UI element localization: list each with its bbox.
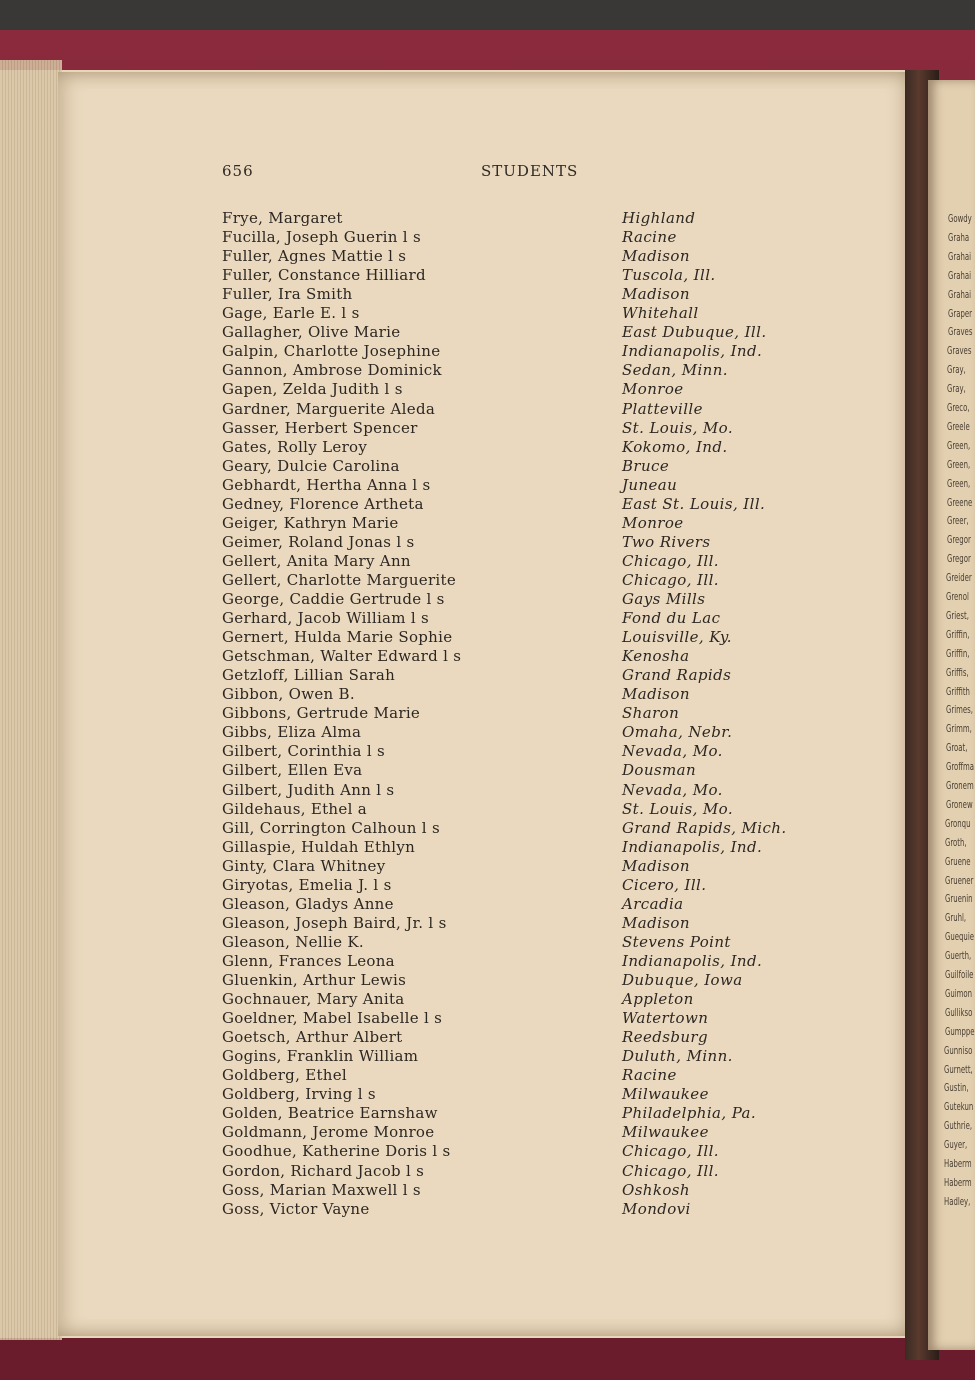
student-name: Gill, Corrington Calhoun l s (222, 818, 440, 837)
facing-page-fragment: Gronqu (945, 816, 971, 830)
student-entry (0, 816, 975, 838)
student-hometown: Sharon (622, 704, 680, 723)
student-entry (0, 1162, 975, 1181)
student-name: Fuller, Constance Hilliard (222, 266, 426, 285)
facing-page-fragment: Guequie (944, 930, 974, 944)
facing-page-fragment: Griffin, (946, 627, 970, 641)
student-name: Geiger, Kathryn Marie (222, 513, 399, 532)
student-hometown: East St. Louis, Ill. (622, 494, 766, 513)
student-hometown: Madison (622, 285, 690, 304)
facing-page-fragment: Greer, (946, 514, 969, 528)
student-entry (0, 1047, 975, 1066)
student-name: Gogins, Franklin William (222, 1047, 419, 1066)
student-entry (0, 1200, 975, 1219)
student-hometown: Milwaukee (622, 1085, 709, 1104)
student-entry (0, 533, 975, 552)
student-hometown: Madison (622, 913, 690, 932)
facing-page-fragment: Grenol (946, 590, 970, 603)
facing-page-fragment: Gruene (945, 854, 971, 868)
student-name: Goeldner, Mabel Isabelle l s (222, 1009, 443, 1028)
student-entry (0, 571, 975, 590)
student-hometown: Chicago, Ill. (622, 570, 719, 589)
student-name: Gannon, Ambrose Dominick (222, 361, 442, 380)
student-entry (0, 514, 975, 533)
facing-page-fragment: Gullikso (944, 1005, 973, 1019)
facing-page-fragment: Griest, (946, 608, 970, 622)
student-entry (0, 704, 975, 723)
student-name: Gilbert, Corinthia l s (222, 742, 385, 761)
student-hometown: Watertown (622, 1009, 709, 1028)
student-name: Goss, Marian Maxwell l s (222, 1180, 421, 1199)
student-entry (0, 895, 975, 914)
student-entry (0, 285, 975, 304)
student-name: Gasser, Herbert Spencer (222, 418, 418, 437)
student-hometown: Tuscola, Ill. (622, 266, 716, 285)
student-entry (0, 1123, 975, 1142)
student-name: Geary, Dulcie Carolina (222, 456, 400, 475)
student-hometown: St. Louis, Mo. (622, 799, 734, 818)
student-entry (0, 400, 975, 419)
student-entry (0, 380, 975, 399)
student-name: Goetsch, Arthur Albert (222, 1028, 403, 1047)
student-name: Gibbons, Gertrude Marie (222, 704, 421, 723)
student-entry (0, 666, 975, 685)
student-name: Gage, Earle E. l s (222, 304, 360, 323)
student-name: Gerhard, Jacob William l s (222, 609, 430, 628)
student-hometown: Chicago, Ill. (622, 551, 719, 570)
student-hometown: Madison (622, 247, 690, 266)
student-hometown: Racine (622, 1066, 677, 1085)
student-entry (0, 247, 975, 266)
student-name: Gilbert, Judith Ann l s (222, 780, 395, 799)
student-name: Giryotas, Emelia J. l s (222, 875, 392, 894)
student-hometown: Appleton (622, 990, 694, 1009)
facing-page-fragment: Gregor (946, 552, 971, 566)
facing-page-fragment: Gruhl, (945, 911, 967, 925)
facing-page-fragment: Grimm, (945, 722, 972, 736)
student-name: Gernert, Hulda Marie Sophie (222, 628, 453, 647)
student-entry (0, 476, 975, 495)
student-hometown: Madison (622, 685, 690, 704)
facing-page-fragment: Gray, (947, 363, 967, 377)
facing-page-fragment: Groat, (945, 741, 968, 755)
student-name: Ginty, Clara Whitney (222, 856, 386, 875)
student-name: Geimer, Roland Jonas l s (222, 532, 415, 551)
facing-page-fragment: Guilfoile (944, 968, 974, 981)
student-hometown: East Dubuque, Ill. (622, 323, 767, 342)
student-entry (0, 552, 975, 571)
student-entry (0, 1181, 975, 1200)
student-hometown: Monroe (622, 513, 684, 532)
facing-page-fragment: Gronew (945, 797, 973, 811)
student-name: Gedney, Florence Artheta (222, 494, 424, 513)
facing-page-fragment: Hadley, (943, 1194, 971, 1208)
student-hometown: Grand Rapids, Mich. (622, 818, 787, 837)
facing-page-fragment: Gruener (945, 873, 974, 887)
student-hometown: Dubuque, Iowa (622, 971, 743, 989)
facing-page-fragment: Gustin, (944, 1081, 969, 1095)
student-name: Fuller, Agnes Mattie l s (222, 247, 407, 266)
student-hometown: Racine (622, 228, 677, 247)
facing-page-fragment: Gronem (945, 779, 974, 792)
student-hometown: Whitehall (622, 304, 699, 323)
student-name: Getschman, Walter Edward l s (222, 647, 462, 666)
student-entry (0, 781, 975, 800)
student-name: Gillaspie, Huldah Ethlyn (222, 837, 416, 856)
student-name: Fuller, Ira Smith (222, 285, 353, 304)
student-hometown: Sedan, Minn. (622, 361, 728, 380)
facing-page-fragment: Gowdy (948, 212, 972, 225)
student-entry (0, 854, 975, 876)
student-entry (0, 933, 975, 952)
student-name: Gapen, Zelda Judith l s (222, 380, 403, 399)
facing-page-fragment: Guimon (944, 986, 972, 1000)
facing-page-fragment: Groffma (945, 760, 974, 774)
facing-page-fragment: Griffis, (946, 665, 969, 679)
student-entry (0, 590, 975, 609)
student-name: Goldberg, Irving l s (222, 1085, 376, 1104)
student-hometown: Platteville (622, 399, 703, 418)
facing-page-fragment: Gray, (947, 382, 967, 396)
student-hometown: Indianapolis, Ind. (622, 951, 763, 970)
page-header (0, 162, 975, 184)
student-entry (0, 228, 975, 247)
student-hometown: Kenosha (622, 647, 690, 666)
student-hometown: Highland (622, 209, 696, 227)
student-entry (0, 628, 975, 647)
student-entry (0, 361, 975, 380)
student-name: Gildehaus, Ethel a (222, 799, 367, 818)
student-name: Glenn, Frances Leona (222, 951, 395, 970)
student-hometown: Reedsburg (622, 1028, 708, 1047)
student-hometown: St. Louis, Mo. (622, 418, 734, 437)
student-entry (0, 952, 975, 971)
facing-page-fragment: Green, (946, 476, 971, 490)
student-hometown: Gays Mills (622, 590, 706, 608)
facing-page-fragment: Graper (947, 306, 972, 320)
student-entry (0, 304, 975, 323)
student-name: Gochnauer, Mary Anita (222, 990, 405, 1009)
student-name: Gibbs, Eliza Alma (222, 723, 362, 742)
student-entry (0, 685, 975, 704)
facing-page-fragment: Gumppe (944, 1024, 975, 1038)
student-name: Gleason, Joseph Baird, Jr. l s (222, 913, 447, 932)
student-entry (0, 1142, 975, 1161)
student-name: Goodhue, Katherine Doris l s (222, 1142, 451, 1161)
student-entry (0, 495, 975, 514)
student-hometown: Nevada, Mo. (622, 780, 723, 799)
student-name: Goss, Victor Vayne (222, 1199, 370, 1218)
student-name: Gellert, Charlotte Marguerite (222, 570, 457, 589)
student-entry (0, 457, 975, 476)
student-hometown: Omaha, Nebr. (622, 723, 733, 742)
student-name: Gallagher, Olive Marie (222, 323, 401, 342)
student-hometown: Kokomo, Ind. (622, 437, 728, 456)
student-hometown: Milwaukee (622, 1123, 709, 1142)
student-entry (0, 873, 975, 895)
student-entry (0, 1104, 975, 1123)
student-name: Gellert, Anita Mary Ann (222, 551, 411, 570)
running-head: STUDENTS (481, 162, 579, 180)
student-hometown: Madison (622, 856, 690, 875)
student-name: Goldberg, Ethel (222, 1066, 348, 1085)
facing-page-fragment: Grahai (947, 287, 971, 301)
student-hometown: Indianapolis, Ind. (622, 342, 763, 361)
student-hometown: Cicero, Ill. (622, 875, 707, 894)
student-entry (0, 1009, 975, 1028)
student-name: George, Caddie Gertrude l s (222, 590, 445, 608)
student-entry (0, 209, 975, 228)
student-name: Gordon, Richard Jacob l s (222, 1161, 425, 1180)
student-hometown: Indianapolis, Ind. (622, 837, 763, 856)
facing-page-fragment: Gruenin (945, 892, 973, 906)
student-name: Golden, Beatrice Earnshaw (222, 1104, 438, 1123)
student-hometown: Philadelphia, Pa. (622, 1104, 757, 1123)
student-name: Gleason, Gladys Anne (222, 894, 394, 913)
facing-page-fragment: Guyer, (944, 1138, 968, 1152)
student-name: Fucilla, Joseph Guerin l s (222, 228, 421, 247)
student-name: Gardner, Marguerite Aleda (222, 399, 436, 418)
facing-page-fragment: Green, (946, 457, 971, 471)
student-entry (0, 323, 975, 342)
facing-page-fragment: Gurnett, (944, 1062, 974, 1076)
student-entry (0, 438, 975, 457)
facing-page-fragment: Gregor (946, 533, 971, 547)
facing-page-fragment: Grahai (947, 249, 971, 263)
facing-page-fragment: Griffith (946, 684, 970, 698)
student-entry (0, 266, 975, 285)
student-name: Gleason, Nellie K. (222, 932, 364, 951)
facing-page-fragment: Greco, (947, 401, 970, 414)
student-name: Gebhardt, Hertha Anna l s (222, 475, 431, 494)
student-entry (0, 1066, 975, 1085)
student-entry (0, 971, 975, 990)
student-hometown: Juneau (622, 475, 678, 494)
facing-page-fragment: Graha (947, 230, 970, 244)
student-name: Gates, Rolly Leroy (222, 437, 368, 456)
student-entry (0, 914, 975, 933)
student-entry (0, 723, 975, 742)
student-hometown: Dousman (622, 761, 697, 780)
student-hometown: Grand Rapids (622, 666, 732, 685)
facing-page-fragment: Haberm (944, 1157, 972, 1170)
student-hometown: Monroe (622, 380, 684, 399)
student-entry (0, 761, 975, 780)
facing-page-fragment: Grahai (947, 268, 971, 282)
student-hometown: Fond du Lac (622, 609, 721, 628)
facing-page-fragment: Green, (947, 438, 971, 452)
student-hometown: Chicago, Ill. (622, 1161, 719, 1180)
student-entry (0, 419, 975, 438)
student-entry (0, 1028, 975, 1047)
facing-page-fragment: Guerth, (944, 949, 972, 963)
facing-page-fragment: Graves (947, 344, 972, 358)
student-entry (0, 797, 975, 819)
student-hometown: Stevens Point (622, 932, 731, 951)
student-hometown: Arcadia (622, 894, 684, 913)
student-hometown: Two Rivers (622, 532, 711, 551)
student-entry (0, 647, 975, 666)
student-name: Goldmann, Jerome Monroe (222, 1123, 435, 1142)
facing-page-fragment: Haberm (943, 1175, 972, 1189)
student-hometown: Duluth, Minn. (622, 1047, 733, 1066)
facing-page-fragment: Gunniso (944, 1043, 973, 1057)
facing-page-fragment: Guthrie, (944, 1119, 973, 1133)
facing-page-fragment: Griffin, (946, 646, 970, 660)
student-hometown: Oshkosh (622, 1180, 690, 1199)
facing-page-fragment: Groth, (945, 835, 967, 849)
facing-page-fragment: Grimes, (945, 703, 973, 717)
facing-page-fragment: Graves (947, 325, 972, 339)
student-name: Frye, Margaret (222, 209, 343, 227)
student-hometown: Nevada, Mo. (622, 742, 723, 761)
student-name: Gibbon, Owen B. (222, 685, 355, 704)
student-hometown: Bruce (622, 456, 670, 475)
student-entry (0, 742, 975, 761)
student-hometown: Mondovi (622, 1199, 691, 1218)
student-name: Galpin, Charlotte Josephine (222, 342, 441, 361)
student-entry (0, 1085, 975, 1104)
facing-page-fragment: Greele (947, 419, 970, 433)
facing-page-fragment: Greider (946, 571, 973, 585)
student-name: Getzloff, Lillian Sarah (222, 666, 396, 685)
student-hometown: Louisville, Ky. (622, 628, 732, 647)
student-name: Gilbert, Ellen Eva (222, 761, 363, 780)
student-name: Gluenkin, Arthur Lewis (222, 971, 407, 989)
facing-page-fragment: Gutekun (944, 1100, 974, 1114)
facing-page-fragment: Greene (946, 495, 973, 509)
student-entry (0, 990, 975, 1009)
student-entry (0, 342, 975, 361)
student-hometown: Chicago, Ill. (622, 1142, 719, 1161)
student-entry (0, 609, 975, 628)
student-entry (0, 835, 975, 857)
page-number: 656 (222, 162, 254, 180)
